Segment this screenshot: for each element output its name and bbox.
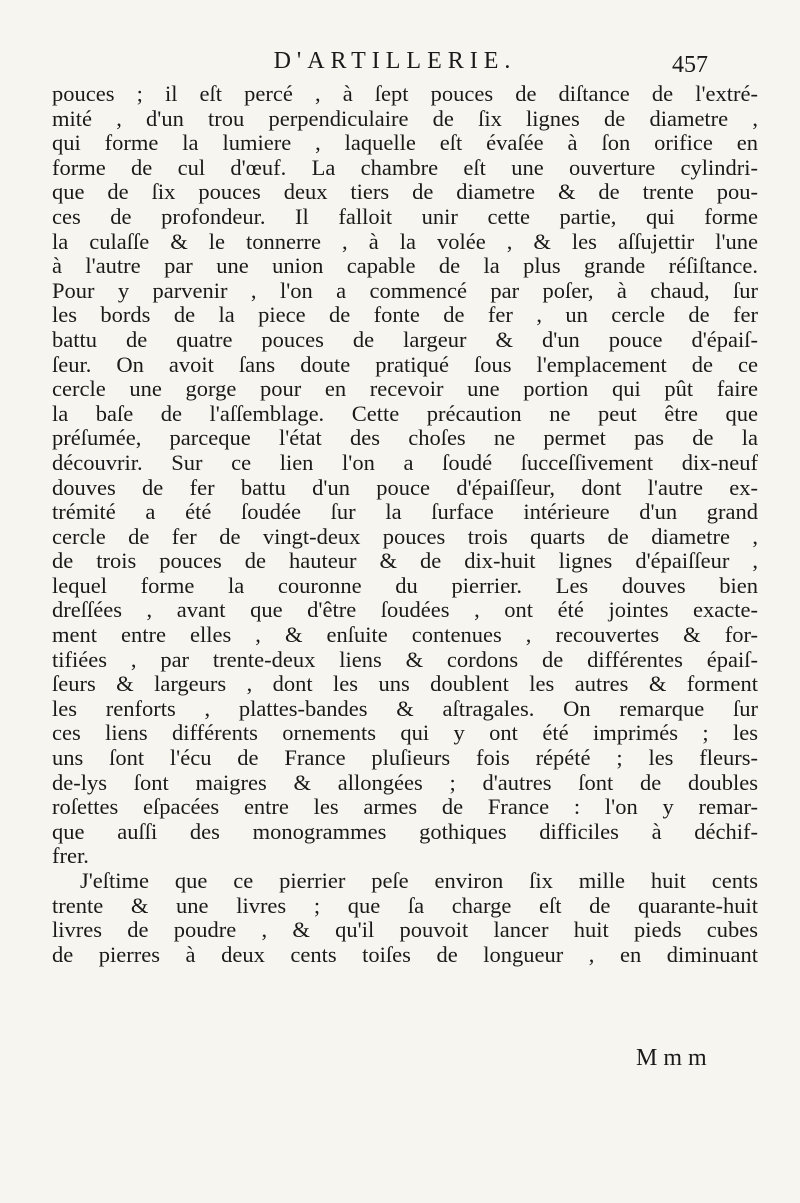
text-line: ment entre elles , & enſuite contenues , recouvertes & for- <box>52 623 758 648</box>
text-line: découvrir. Sur ce lien l'on a ſoudé ſucceſſivement dix-neuf <box>52 450 758 475</box>
text-line: ſeurs & largeurs , dont les uns doublent les autres & forment <box>52 672 758 697</box>
text-line: cercle une gorge pour en recevoir une portion qui pût faire <box>52 377 758 402</box>
text-line: de trois pouces de hauteur & de dix-huit lignes d'épaiſſeur , <box>52 549 758 574</box>
text-line: J'eſtime que ce pierrier peſe environ ſix mille huit cents <box>80 869 758 893</box>
text-line: ces liens différents ornements qui y ont été imprimés ; les <box>52 721 758 746</box>
text-line: livres de poudre , & qu'il pouvoit lancer huit pieds cubes <box>52 918 758 943</box>
text-line: frer. <box>52 844 89 869</box>
text-line: préſumée, parceque l'état des choſes ne permet pas de la <box>52 426 758 451</box>
text-line: battu de quatre pouces de largeur & d'un pouce d'épaiſ- <box>52 327 758 352</box>
text-line: ſeur. On avoit ſans doute pratiqué ſous l'emplacement de ce <box>52 352 758 377</box>
text-line: pouces ; il eſt percé , à ſept pouces de diſtance de l'extré- <box>52 82 758 106</box>
text-line: cercle de fer de vingt-deux pouces trois quarts de diametre , <box>52 524 758 549</box>
text-line: qui forme la lumiere , laquelle eſt évaſée à ſon orifice en <box>52 131 758 156</box>
text-line: uns ſont l'écu de France pluſieurs fois répété ; les fleurs- <box>52 746 758 771</box>
page-number: 457 <box>672 52 708 78</box>
text-line: à l'autre par une union capable de la plus grande réſiſtance. <box>52 254 758 279</box>
text-line: que de ſix pouces deux tiers de diametre & de trente pou- <box>52 180 758 205</box>
text-line: roſettes eſpacées entre les armes de France : l'on y remar- <box>52 795 758 820</box>
text-line: la culaſſe & le tonnerre , à la volée , & les aſſujettir l'une <box>52 229 758 254</box>
text-line: ces de profondeur. Il falloit unir cette partie, qui forme <box>52 204 758 229</box>
text-line: trémité a été ſoudée ſur la ſurface intérieure d'un grand <box>52 500 758 525</box>
text-line: lequel forme la couronne du pierrier. Les douves bien <box>52 573 758 598</box>
text-line: trente & une livres ; que ſa charge eſt de quarante-huit <box>52 893 758 918</box>
text-line: douves de fer battu d'un pouce d'épaiſſeur, dont l'autre ex- <box>52 475 758 500</box>
text-line: la baſe de l'aſſemblage. Cette précaution ne peut être que <box>52 401 758 426</box>
catchword: M m m <box>636 1045 707 1071</box>
body-text <box>52 82 758 967</box>
text-line: que auſſi des monogrammes gothiques difficiles à déchif- <box>52 819 758 844</box>
text-line: Pour y parvenir , l'on a commencé par poſer, à chaud, ſur <box>52 278 758 303</box>
text-line: de pierres à deux cents toiſes de longueur , en diminuant <box>52 942 758 967</box>
text-line: tifiées , par trente-deux liens & cordons de différentes épaiſ- <box>52 647 758 672</box>
text-line: les renforts , plattes-bandes & aſtragales. On remarque ſur <box>52 696 758 721</box>
text-line: mité , d'un trou perpendiculaire de ſix lignes de diametre , <box>52 106 758 131</box>
text-line: forme de cul d'œuf. La chambre eſt une ouverture cylindri- <box>52 155 758 180</box>
text-line: de-lys ſont maigres & allongées ; d'autres ſont de doubles <box>52 770 758 795</box>
text-line: les bords de la piece de fonte de fer , un cercle de fer <box>52 303 758 328</box>
running-head: D'ARTILLERIE. <box>273 48 517 74</box>
text-line: dreſſées , avant que d'être ſoudées , ont été jointes exacte- <box>52 598 758 623</box>
